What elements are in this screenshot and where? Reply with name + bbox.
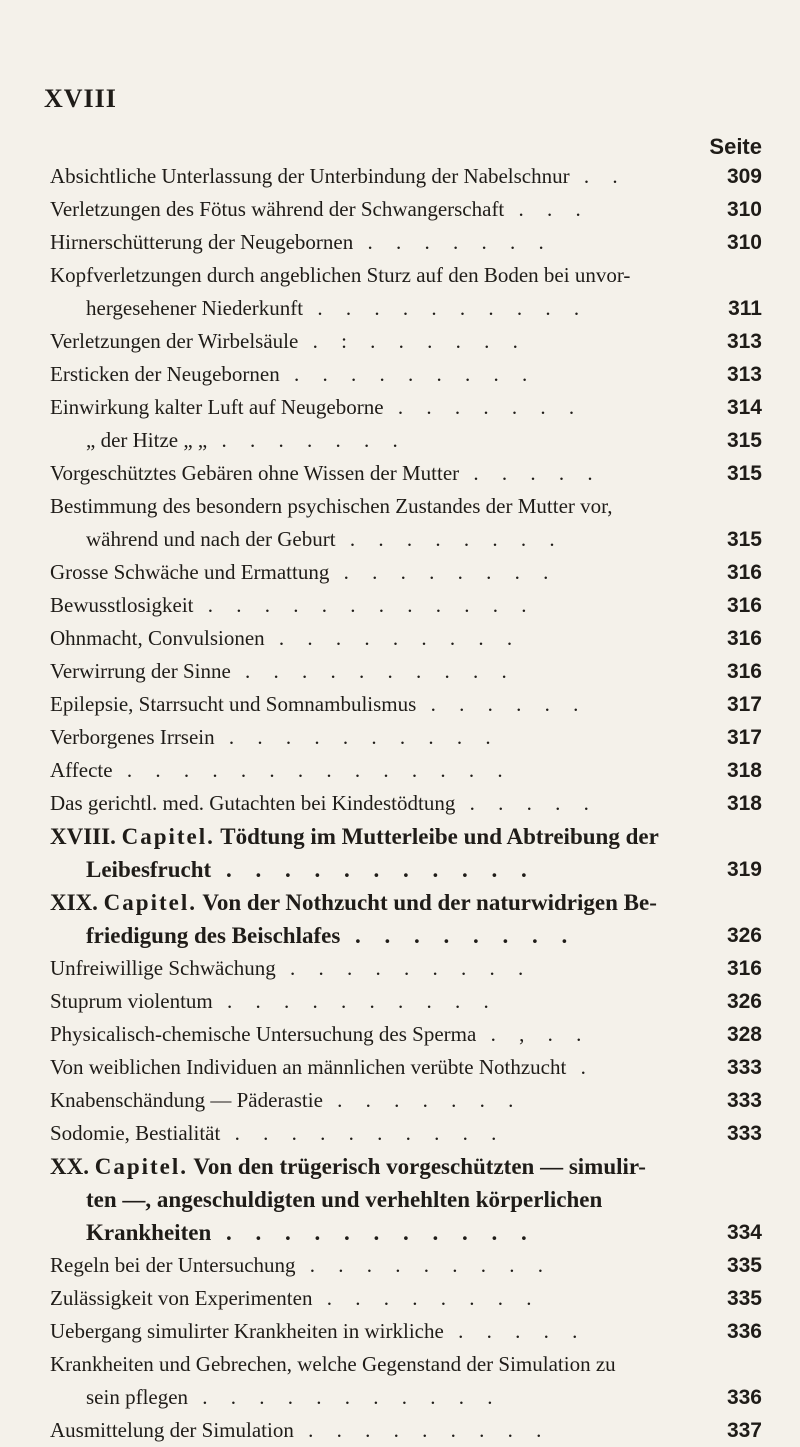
leader-dots: . . . . . . . . . xyxy=(293,1418,551,1442)
entry-text: Vorgeschütztes Gebären ohne Wissen der Mutter xyxy=(50,461,460,485)
toc-entry xyxy=(50,1084,762,1117)
leader-dots: . . . . . . . . . xyxy=(295,1253,553,1277)
entry-text: „ der Hitze „ „ xyxy=(86,428,208,452)
toc-entry xyxy=(50,160,762,193)
entry-text: Grosse Schwäche und Ermattung xyxy=(50,560,330,584)
toc-entry xyxy=(50,1282,762,1315)
toc-entry xyxy=(50,424,762,457)
leader-dots: . . . . . . . xyxy=(322,1088,523,1112)
leader-dots: . . . . . . . . . . xyxy=(230,659,516,683)
entry-text: Bestimmung des besondern psychischen Zustandes der Mutter vor, xyxy=(50,494,613,518)
entry-text: Verborgenes Irrsein xyxy=(50,725,215,749)
entry-text: Hirnerschütterung der Neugebornen xyxy=(50,230,354,254)
toc-entry: Krankheiten . . . . . . . . . . . 334 xyxy=(50,1216,762,1249)
page-ref: 316 xyxy=(726,561,762,584)
toc-entry xyxy=(50,787,762,820)
toc-entry xyxy=(50,523,762,556)
entry-text: Zulässigkeit von Experimenten xyxy=(50,1286,313,1310)
toc-entry xyxy=(50,325,762,358)
leader-dots: . . . . . . . . . . xyxy=(212,989,498,1013)
leader-dots: . . . . . . . xyxy=(207,428,407,452)
toc-entry xyxy=(50,1381,762,1414)
chapter-title-line: ten —, angeschuldigten und verhehlten körperlichen xyxy=(86,1187,603,1212)
page-ref: 334 xyxy=(726,1221,762,1244)
leader-dots: . . . . . xyxy=(455,791,598,815)
toc-entry xyxy=(50,1018,762,1051)
page-number: XVIII xyxy=(44,84,117,113)
entry-text: Sodomie, Bestialität xyxy=(50,1121,221,1145)
entry-text: Verletzungen der Wirbelsäule xyxy=(50,329,299,353)
toc-entry xyxy=(50,721,762,754)
entry-text: hergesehener Niederkunft xyxy=(86,296,304,320)
page-ref: 333 xyxy=(726,1089,762,1112)
toc-entry xyxy=(50,1117,762,1150)
leader-dots: . . xyxy=(569,164,627,188)
page-ref: 316 xyxy=(726,594,762,617)
toc-entry xyxy=(50,589,762,622)
toc-entry xyxy=(50,259,762,292)
leader-dots: . . . . . xyxy=(443,1319,587,1343)
toc-entry xyxy=(50,391,762,424)
page-ref: 336 xyxy=(726,1320,762,1343)
page-ref: 335 xyxy=(726,1287,762,1310)
toc-entry xyxy=(50,358,762,391)
page-ref: 319 xyxy=(726,858,762,881)
toc-entry xyxy=(50,1414,762,1447)
entry-text: sein pflegen xyxy=(86,1385,189,1409)
page-ref: 311 xyxy=(728,297,762,320)
page-ref: 318 xyxy=(726,759,762,782)
entry-text: Ausmittelung der Simulation xyxy=(50,1418,294,1442)
leader-dots: . . . . . . . . . xyxy=(275,956,533,980)
entry-text: während und nach der Geburt xyxy=(86,527,336,551)
chapter-heading-xix: XIX. Capitel. Von der Nothzucht und der naturwidrigen Be- xyxy=(50,890,657,915)
page-ref: 316 xyxy=(726,660,762,683)
page-ref: 315 xyxy=(726,462,762,485)
entry-text: Uebergang simulirter Krankheiten in wirkliche xyxy=(50,1319,444,1343)
toc-entry xyxy=(50,193,762,226)
leader-dots: . . . . . . . . . . xyxy=(214,725,500,749)
entry-text: Unfreiwillige Schwächung xyxy=(50,956,276,980)
entry-text: Absichtliche Unterlassung der Unterbindung der Nabelschnur xyxy=(50,164,570,188)
entry-text: Von weiblichen Individuen an männlichen verübte Nothzucht xyxy=(50,1055,567,1079)
entry-text: Regeln bei der Untersuchung xyxy=(50,1253,296,1277)
page-ref: 313 xyxy=(726,330,762,353)
entry-text: Krankheiten und Gebrechen, welche Gegenstand der Simulation zu xyxy=(50,1352,616,1376)
page-ref: 313 xyxy=(726,363,762,386)
leader-dots: . . . . . . . . . . . xyxy=(188,1385,502,1409)
leader-dots: . . . . . . . . xyxy=(312,1286,541,1310)
toc-entry xyxy=(50,226,762,259)
page-ref: 326 xyxy=(726,990,762,1013)
page-ref: 333 xyxy=(726,1056,762,1079)
leader-dots: . . . . . . . . . . xyxy=(303,296,589,320)
leader-dots: . : . . . . . . xyxy=(298,329,527,353)
page-ref: 310 xyxy=(726,231,762,254)
page-ref: 315 xyxy=(726,429,762,452)
toc-entry xyxy=(50,292,762,325)
leader-dots: . . . . . . . . . xyxy=(264,626,522,650)
toc-entry xyxy=(50,490,762,523)
chapter-heading-xx: XX. Capitel. Von den trügerisch vorgeschützten — simulir- xyxy=(50,1154,646,1179)
page-ref: 316 xyxy=(726,957,762,980)
leader-dots: . . . . . . . . . . . . xyxy=(193,593,536,617)
leader-dots: . . . . . xyxy=(459,461,602,485)
entry-text: Verwirrung der Sinne xyxy=(50,659,231,683)
toc-entry xyxy=(50,556,762,589)
page-ref: 314 xyxy=(726,396,762,419)
entry-text: Einwirkung kalter Luft auf Neugeborne xyxy=(50,395,384,419)
entry-text: Epilepsie, Starrsucht und Somnambulismus xyxy=(50,692,417,716)
leader-dots: . , . . xyxy=(476,1022,591,1046)
toc-entry xyxy=(50,688,762,721)
toc-entry xyxy=(50,655,762,688)
toc-entry xyxy=(50,952,762,985)
toc-entry: Leibesfrucht . . . . . . . . . . . 319 xyxy=(50,853,762,886)
table-of-contents xyxy=(50,160,762,1447)
leader-dots: . . . . . . . . . xyxy=(279,362,537,386)
page-ref: 337 xyxy=(726,1419,762,1442)
page-ref: 315 xyxy=(726,528,762,551)
page-ref: 326 xyxy=(726,924,762,947)
page-ref: 316 xyxy=(726,627,762,650)
toc-entry: friedigung des Beischlafes . . . . . . . . 326 xyxy=(50,919,762,952)
entry-text: Physicalisch-chemische Untersuchung des Sperma xyxy=(50,1022,477,1046)
leader-dots: . . . . . . xyxy=(416,692,588,716)
toc-entry xyxy=(50,1249,762,1282)
page-ref: 317 xyxy=(726,726,762,749)
entry-text: Das gerichtl. med. Gutachten bei Kindestödtung xyxy=(50,791,456,815)
entry-text: Knabenschändung — Päderastie xyxy=(50,1088,323,1112)
leader-dots: . . . . . . . xyxy=(353,230,553,254)
entry-text: Kopfverletzungen durch angeblichen Sturz auf den Boden bei unvor- xyxy=(50,263,631,287)
page-ref: 310 xyxy=(726,198,762,221)
leader-dots: . . . xyxy=(504,197,590,221)
entry-text: Affecte xyxy=(50,758,113,782)
page-ref: 335 xyxy=(726,1254,762,1277)
page-ref: 336 xyxy=(726,1386,762,1409)
entry-text: Stuprum violentum xyxy=(50,989,213,1013)
page-ref: 328 xyxy=(726,1023,762,1046)
page-ref: 309 xyxy=(726,165,762,188)
leader-dots: . . . . . . . . xyxy=(329,560,558,584)
page-ref: 318 xyxy=(726,792,762,815)
leader-dots: . . . . . . . xyxy=(383,395,584,419)
toc-entry xyxy=(50,985,762,1018)
toc-entry xyxy=(50,754,762,787)
entry-text: Verletzungen des Fötus während der Schwangerschaft xyxy=(50,197,505,221)
leader-dots: . . . . . . . . . . . . . . xyxy=(112,758,512,782)
toc-entry xyxy=(50,1315,762,1348)
chapter-heading-xviii: XVIII. Capitel. Tödtung im Mutterleibe und Abtreibung der xyxy=(50,824,659,849)
toc-entry xyxy=(50,1348,762,1381)
toc-entry xyxy=(50,457,762,490)
toc-entry xyxy=(50,1051,762,1084)
page-ref: 317 xyxy=(726,693,762,716)
leader-dots: . xyxy=(566,1055,595,1079)
entry-text: Ersticken der Neugebornen xyxy=(50,362,280,386)
entry-text: Bewusstlosigkeit xyxy=(50,593,194,617)
toc-entry xyxy=(50,622,762,655)
page-column-header: Seite xyxy=(709,134,762,159)
entry-text: Ohnmacht, Convulsionen xyxy=(50,626,265,650)
page-ref: 333 xyxy=(726,1122,762,1145)
leader-dots: . . . . . . . . . . xyxy=(220,1121,506,1145)
leader-dots: . . . . . . . . xyxy=(335,527,564,551)
